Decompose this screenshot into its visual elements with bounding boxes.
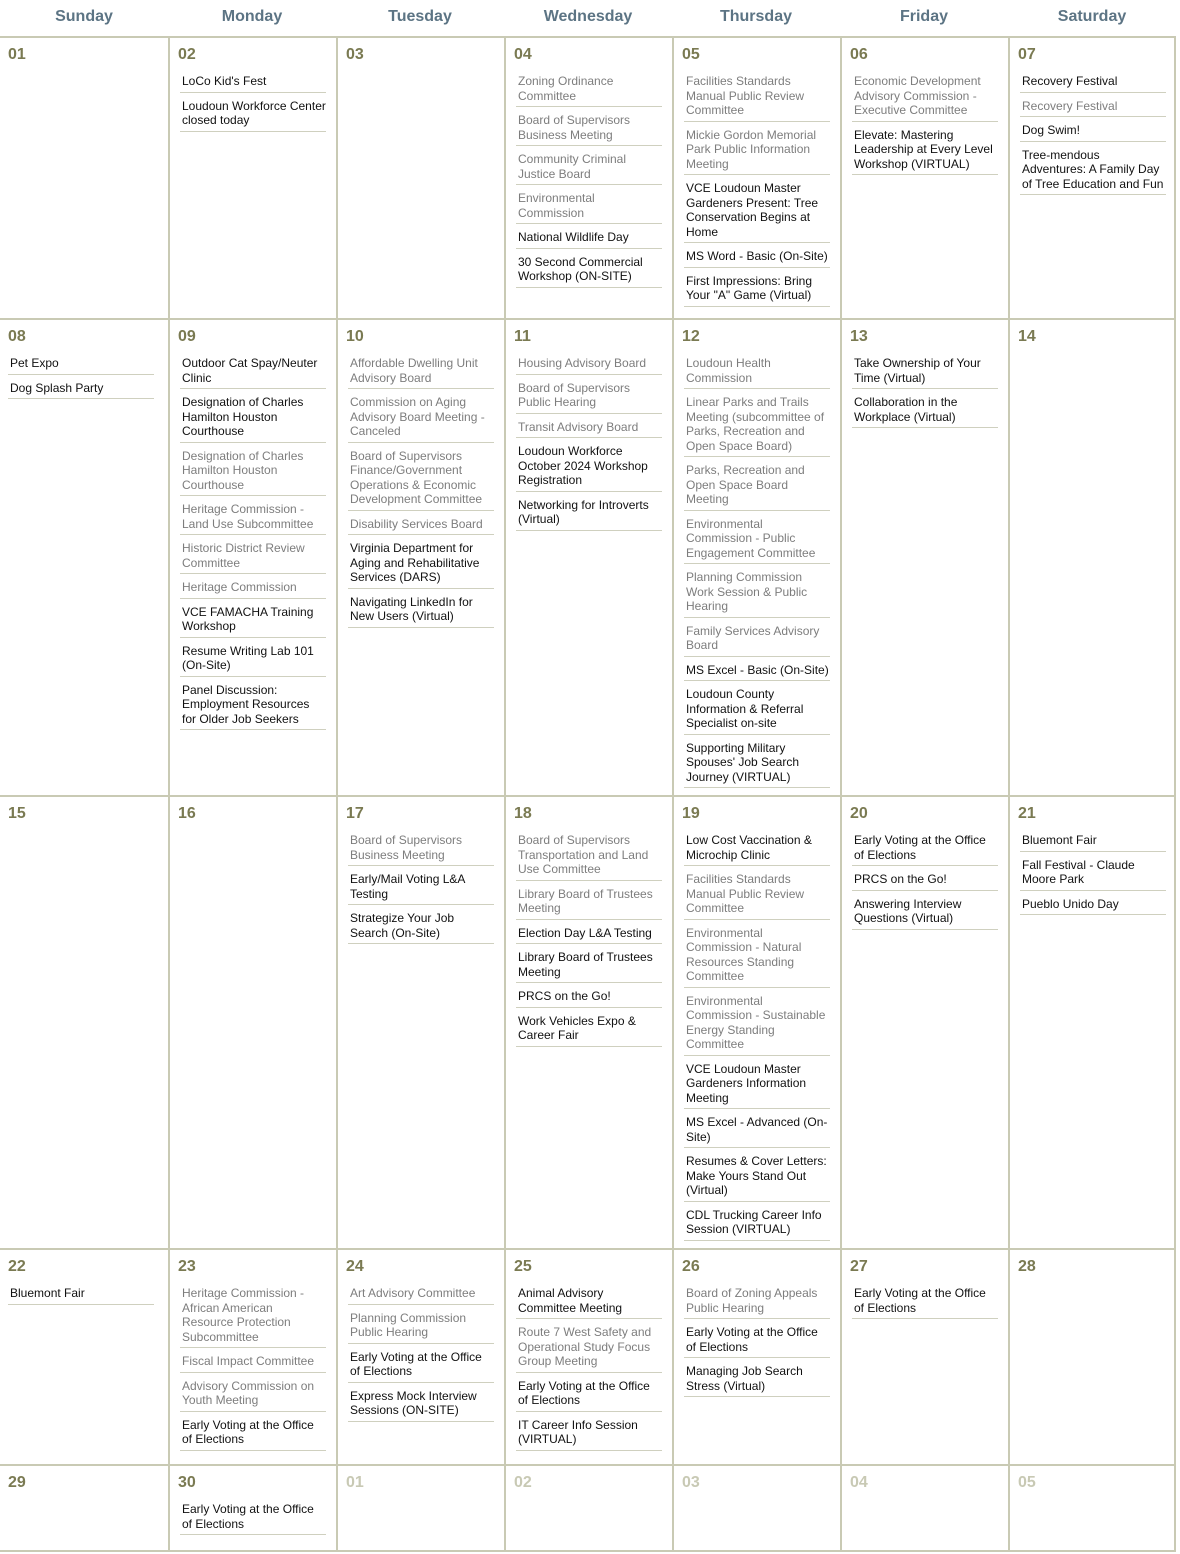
day-cell: [840, 797, 1008, 1248]
day-cell: [336, 1250, 504, 1464]
day-number: 23: [178, 1258, 196, 1275]
calendar-event-link[interactable]: National Wildlife Day: [516, 230, 662, 249]
calendar-event-link[interactable]: Animal Advisory Committee Meeting: [516, 1286, 662, 1319]
calendar-event-link[interactable]: Facilities Standards Manual Public Review Committee: [684, 74, 830, 122]
calendar-event-link[interactable]: Board of Supervisors Transportation and Land Use Committee: [516, 833, 662, 881]
calendar-event-link[interactable]: Elevate: Mastering Leadership at Every Level Workshop (VIRTUAL): [852, 128, 998, 176]
calendar-event-link[interactable]: Environmental Commission - Public Engagement Committee: [684, 517, 830, 565]
weekday-header: Thursday: [719, 8, 792, 25]
day-number: 03: [346, 46, 364, 63]
weekday-header: Friday: [899, 8, 948, 25]
day-number: 16: [178, 805, 196, 822]
calendar-event-link[interactable]: LoCo Kid's Fest: [180, 74, 326, 93]
day-number: 02: [178, 46, 196, 63]
calendar-event-link[interactable]: Board of Supervisors Finance/Government Operations & Economic Development Committee: [348, 449, 494, 511]
day-number: 06: [850, 46, 868, 63]
day-number: 11: [514, 328, 531, 345]
calendar-event-link[interactable]: Linear Parks and Trails Meeting (subcommittee of Parks, Recreation and Open Space Board): [684, 395, 830, 457]
calendar-week-row: [0, 1250, 1176, 1466]
calendar-event-link[interactable]: VCE Loudoun Master Gardeners Present: Tree Conservation Begins at Home: [684, 181, 830, 243]
day-cell: [672, 797, 840, 1248]
day-number: 17: [346, 805, 364, 822]
calendar-event-link[interactable]: Heritage Commission: [180, 580, 326, 599]
day-number: 03: [682, 1474, 700, 1491]
calendar-event-link[interactable]: 30 Second Commercial Workshop (ON-SITE): [516, 255, 662, 288]
calendar-event-link[interactable]: Early Voting at the Office of Elections: [516, 1379, 662, 1412]
calendar-event-link[interactable]: Early Voting at the Office of Elections: [852, 1286, 998, 1319]
calendar-event-link[interactable]: Historic District Review Committee: [180, 541, 326, 574]
weekday-header: Wednesday: [543, 8, 633, 25]
calendar-event-link[interactable]: Pueblo Unido Day: [1020, 897, 1166, 916]
calendar-event-link[interactable]: MS Word - Basic (On-Site): [684, 249, 830, 268]
weekday-header: Monday: [221, 8, 283, 25]
day-number: 19: [682, 805, 700, 822]
calendar-event-link[interactable]: Resumes & Cover Letters: Make Yours Stand Out (Virtual): [684, 1154, 830, 1202]
calendar-event-link[interactable]: Supporting Military Spouses' Job Search Journey (VIRTUAL): [684, 741, 830, 789]
day-cell: [168, 797, 336, 1248]
calendar-event-link[interactable]: MS Excel - Advanced (On-Site): [684, 1115, 830, 1148]
calendar-event-link[interactable]: Library Board of Trustees Meeting: [516, 887, 662, 920]
calendar-event-link[interactable]: Community Criminal Justice Board: [516, 152, 662, 185]
calendar-event-link[interactable]: Board of Zoning Appeals Public Hearing: [684, 1286, 830, 1319]
calendar-event-link[interactable]: Loudoun Workforce October 2024 Workshop Registration: [516, 444, 662, 492]
day-cell: [0, 1250, 168, 1464]
day-cell: [1008, 1250, 1176, 1464]
day-cell: [840, 38, 1008, 318]
calendar-event-link[interactable]: Environmental Commission: [516, 191, 662, 224]
calendar-event-link[interactable]: Work Vehicles Expo & Career Fair: [516, 1014, 662, 1047]
day-number: 12: [682, 328, 700, 345]
calendar-event-link[interactable]: PRCS on the Go!: [516, 989, 662, 1008]
calendar-event-link[interactable]: Loudoun Health Commission: [684, 356, 830, 389]
calendar-event-link[interactable]: Early Voting at the Office of Elections: [684, 1325, 830, 1358]
calendar-event-link[interactable]: Strategize Your Job Search (On-Site): [348, 911, 494, 944]
calendar-week-row: [0, 797, 1176, 1250]
calendar-event-link[interactable]: Planning Commission Work Session & Public Hearing: [684, 570, 830, 618]
calendar-event-link[interactable]: Early Voting at the Office of Elections: [180, 1502, 326, 1535]
day-cell: [504, 797, 672, 1248]
day-number: 02: [514, 1474, 532, 1491]
day-number: 01: [8, 46, 26, 63]
day-cell: [0, 38, 168, 318]
calendar-event-link[interactable]: Early Voting at the Office of Elections: [852, 833, 998, 866]
calendar-event-link[interactable]: First Impressions: Bring Your "A" Game (Virtual): [684, 274, 830, 307]
day-cell: [504, 320, 672, 795]
calendar-event-link[interactable]: VCE FAMACHA Training Workshop: [180, 605, 326, 638]
calendar-event-link[interactable]: Board of Supervisors Public Hearing: [516, 381, 662, 414]
calendar-event-link[interactable]: Art Advisory Committee: [348, 1286, 494, 1305]
calendar-event-link[interactable]: Early Voting at the Office of Elections: [180, 1418, 326, 1451]
calendar-event-link[interactable]: Disability Services Board: [348, 517, 494, 536]
day-number: 26: [682, 1258, 700, 1275]
calendar-event-link[interactable]: Recovery Festival: [1020, 74, 1166, 93]
day-cell: [0, 320, 168, 795]
day-cell: [504, 1466, 672, 1550]
day-number: 05: [682, 46, 700, 63]
calendar-event-link[interactable]: Dog Splash Party: [8, 381, 154, 400]
calendar-event-link[interactable]: Advisory Commission on Youth Meeting: [180, 1379, 326, 1412]
calendar-week-row: [0, 38, 1176, 320]
calendar-event-link[interactable]: VCE Loudoun Master Gardeners Information Meeting: [684, 1062, 830, 1110]
day-cell: [840, 1250, 1008, 1464]
day-cell: [1008, 1466, 1176, 1550]
calendar-event-link[interactable]: Library Board of Trustees Meeting: [516, 950, 662, 983]
calendar-event-link[interactable]: Networking for Introverts (Virtual): [516, 498, 662, 531]
day-cell: [672, 1466, 840, 1550]
day-cell: [168, 1250, 336, 1464]
weekday-header: Sunday: [55, 8, 113, 25]
day-number: 13: [850, 328, 868, 345]
weekday-header: Tuesday: [388, 8, 452, 25]
calendar-event-link[interactable]: Take Ownership of Your Time (Virtual): [852, 356, 998, 389]
day-number: 30: [178, 1474, 196, 1491]
day-number: 05: [1018, 1474, 1036, 1491]
calendar-weeks: [0, 38, 1176, 1552]
day-number: 01: [346, 1474, 364, 1491]
calendar-event-link[interactable]: Fall Festival - Claude Moore Park: [1020, 858, 1166, 891]
day-number: 25: [514, 1258, 532, 1275]
day-number: 29: [8, 1474, 26, 1491]
calendar-event-link[interactable]: Designation of Charles Hamilton Houston Courthouse: [180, 395, 326, 443]
calendar-event-link[interactable]: Mickie Gordon Memorial Park Public Information Meeting: [684, 128, 830, 176]
calendar-event-link[interactable]: Resume Writing Lab 101 (On-Site): [180, 644, 326, 677]
day-cell: [336, 1466, 504, 1550]
calendar-event-link[interactable]: Heritage Commission - African American Resource Protection Subcommittee: [180, 1286, 326, 1348]
day-cell: [336, 320, 504, 795]
calendar-event-link[interactable]: Express Mock Interview Sessions (ON-SITE): [348, 1389, 494, 1422]
calendar-event-link[interactable]: Loudoun Workforce Center closed today: [180, 99, 326, 132]
calendar-event-link[interactable]: Fiscal Impact Committee: [180, 1354, 326, 1373]
calendar-event-link[interactable]: Dog Swim!: [1020, 123, 1166, 142]
day-number: 04: [850, 1474, 868, 1491]
calendar-event-link[interactable]: Early/Mail Voting L&A Testing: [348, 872, 494, 905]
calendar-event-link[interactable]: PRCS on the Go!: [852, 872, 998, 891]
day-cell: [0, 1466, 168, 1550]
calendar-event-link[interactable]: Navigating LinkedIn for New Users (Virtual): [348, 595, 494, 628]
calendar-event-link[interactable]: Environmental Commission - Sustainable Energy Standing Committee: [684, 994, 830, 1056]
calendar-week-row: [0, 320, 1176, 797]
calendar-event-link[interactable]: Panel Discussion: Employment Resources for Older Job Seekers: [180, 683, 326, 731]
calendar-event-link[interactable]: Outdoor Cat Spay/Neuter Clinic: [180, 356, 326, 389]
calendar-event-link[interactable]: Bluemont Fair: [8, 1286, 154, 1305]
day-cell: [504, 38, 672, 318]
calendar-event-link[interactable]: Board of Supervisors Business Meeting: [348, 833, 494, 866]
day-cell: [840, 1466, 1008, 1550]
day-cell: [672, 320, 840, 795]
day-cell: [0, 797, 168, 1248]
calendar-event-link[interactable]: Collaboration in the Workplace (Virtual): [852, 395, 998, 428]
day-number: 15: [8, 805, 26, 822]
calendar-event-link[interactable]: Environmental Commission - Natural Resources Standing Committee: [684, 926, 830, 988]
calendar-event-link[interactable]: MS Excel - Basic (On-Site): [684, 663, 830, 682]
day-cell: [1008, 38, 1176, 318]
day-number: 09: [178, 328, 196, 345]
calendar-event-link[interactable]: Board of Supervisors Business Meeting: [516, 113, 662, 146]
day-number: 08: [8, 328, 26, 345]
day-number: 14: [1018, 328, 1036, 345]
calendar-event-link[interactable]: IT Career Info Session (VIRTUAL): [516, 1418, 662, 1451]
day-number: 27: [850, 1258, 868, 1275]
calendar-event-link[interactable]: Answering Interview Questions (Virtual): [852, 897, 998, 930]
weekday-header-row: [0, 0, 1176, 38]
calendar-event-link[interactable]: Zoning Ordinance Committee: [516, 74, 662, 107]
calendar-event-link[interactable]: Loudoun County Information & Referral Specialist on-site: [684, 687, 830, 735]
calendar-event-link[interactable]: Heritage Commission - Land Use Subcommittee: [180, 502, 326, 535]
day-cell: [840, 320, 1008, 795]
day-number: 04: [514, 46, 532, 63]
calendar-event-link[interactable]: Family Services Advisory Board: [684, 624, 830, 657]
day-cell: [168, 1466, 336, 1550]
day-number: 20: [850, 805, 868, 822]
calendar-event-link[interactable]: Route 7 West Safety and Operational Study Focus Group Meeting: [516, 1325, 662, 1373]
day-cell: [168, 38, 336, 318]
day-number: 07: [1018, 46, 1036, 63]
day-number: 21: [1018, 805, 1036, 822]
calendar-event-link[interactable]: Tree-mendous Adventures: A Family Day of Tree Education and Fun: [1020, 148, 1166, 196]
calendar-event-link[interactable]: Commission on Aging Advisory Board Meeting - Canceled: [348, 395, 494, 443]
calendar-event-link[interactable]: Low Cost Vaccination & Microchip Clinic: [684, 833, 830, 866]
day-number: 24: [346, 1258, 364, 1275]
calendar-event-link[interactable]: Economic Development Advisory Commission - Executive Committee: [852, 74, 998, 122]
day-number: 22: [8, 1258, 26, 1275]
calendar-event-link[interactable]: Facilities Standards Manual Public Review Committee: [684, 872, 830, 920]
calendar-event-link[interactable]: Managing Job Search Stress (Virtual): [684, 1364, 830, 1397]
calendar-event-link[interactable]: Affordable Dwelling Unit Advisory Board: [348, 356, 494, 389]
calendar-event-link[interactable]: Recovery Festival: [1020, 99, 1166, 118]
day-cell: [504, 1250, 672, 1464]
calendar-event-link[interactable]: Designation of Charles Hamilton Houston Courthouse: [180, 449, 326, 497]
day-number: 18: [514, 805, 532, 822]
calendar-event-link[interactable]: Pet Expo: [8, 356, 154, 375]
calendar-event-link[interactable]: Transit Advisory Board: [516, 420, 662, 439]
day-number: 10: [346, 328, 364, 345]
calendar-event-link[interactable]: Housing Advisory Board: [516, 356, 662, 375]
calendar-event-link[interactable]: CDL Trucking Career Info Session (VIRTUAL): [684, 1208, 830, 1241]
calendar-event-link[interactable]: Early Voting at the Office of Elections: [348, 1350, 494, 1383]
day-cell: [336, 38, 504, 318]
calendar-week-row: [0, 1466, 1176, 1552]
weekday-header: Saturday: [1057, 8, 1127, 25]
day-cell: [1008, 320, 1176, 795]
calendar-event-link[interactable]: Virginia Department for Aging and Rehabilitative Services (DARS): [348, 541, 494, 589]
day-cell: [168, 320, 336, 795]
day-cell: [1008, 797, 1176, 1248]
day-cell: [672, 1250, 840, 1464]
calendar-event-link[interactable]: Planning Commission Public Hearing: [348, 1311, 494, 1344]
calendar-event-link[interactable]: Parks, Recreation and Open Space Board Meeting: [684, 463, 830, 511]
calendar-event-link[interactable]: Election Day L&A Testing: [516, 926, 662, 945]
day-cell: [672, 38, 840, 318]
day-number: 28: [1018, 1258, 1036, 1275]
calendar-event-link[interactable]: Bluemont Fair: [1020, 833, 1166, 852]
day-cell: [336, 797, 504, 1248]
